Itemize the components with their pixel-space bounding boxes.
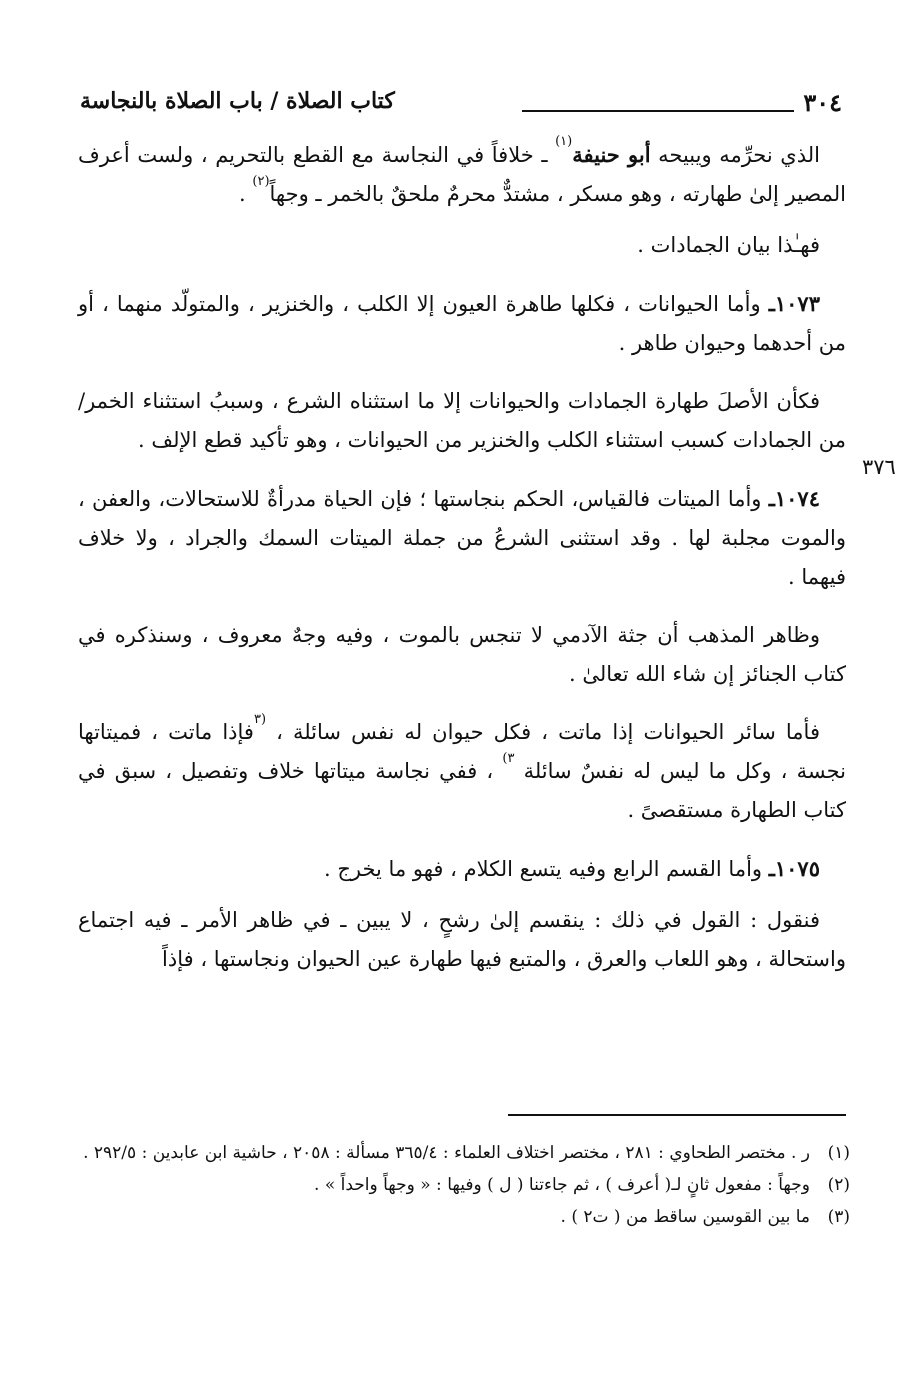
text-run: ، ففي نجاسة ميتاتها خلاف وتفصيل ، سبق في كتاب الطهارة مستقصىً . [78, 759, 846, 822]
text-run: وأما القسم الرابع وفيه يتسع الكلام ، فهو ما يخرج . [323, 857, 769, 881]
footnote-text: وجهاً : مفعول ثانٍ لـ( أعرف ) ، ثم جاءتنا ( ل ) وفيها : « وجهاً واحداً » . [314, 1175, 810, 1195]
footnote-text: ر . مختصر الطحاوي : ٢٨١ ، مختصر اختلاف العلماء : ٣٦٥/٤ مسألة : ٢٠٥٨ ، حاشية ابن عابدين : ٢٩٢/٥ . [83, 1143, 810, 1163]
footnote-item [78, 1170, 850, 1200]
page-header [80, 88, 842, 124]
numbered-paragraph [78, 284, 846, 363]
section-number: ١٠٧٥ـ [768, 856, 820, 881]
section-number: ١٠٧٣ـ [768, 291, 820, 316]
name-bold: أبو حنيفة [572, 142, 651, 167]
margin-page-reference: ٣٧٦ [862, 455, 896, 479]
text-run: فإذا ماتت ، فميتاتها نجسة ، وكل ما ليس له نفسٌ سائلة [78, 720, 847, 783]
footnote-ref[interactable]: ٣) [502, 751, 515, 766]
footnote-item [78, 1138, 850, 1168]
main-text [78, 135, 846, 998]
footnote-ref[interactable]: (١) [555, 134, 573, 149]
numbered-paragraph [78, 479, 846, 597]
section-number: ١٠٧٤ـ [768, 486, 820, 511]
paragraph [78, 135, 846, 214]
text-run: . [239, 182, 253, 206]
paragraph: فنقول : القول في ذلك : ينقسم إلىٰ رشحٍ ، لا يبين ـ في ظاهر الأمر ـ فيه اجتماع واستحالة ، وهو اللعاب والعرق ، والمتبع فيها طهارة عين الحيوان ونجاستها ، فإذاً [78, 908, 846, 971]
header-rule [522, 110, 794, 112]
text-run: الذي نحرِّمه ويبيحه [650, 143, 821, 167]
footnote-mark: (٣) [827, 1207, 850, 1227]
paragraph: فهـٰذا بيان الجمادات . [637, 233, 820, 257]
footnote-text: ما بين القوسين ساقط من ( ت٢ ) . [560, 1207, 810, 1227]
text-run: وأما الميتات فالقياس، الحكم بنجاستها ؛ فإن الحياة مدرأةٌ للاستحالات، والعفن ، والموت مجلبة لها . وقد استثنى الشرعُ من جملة الميتات السمك والجراد ، ولا خلاف فيهما . [78, 487, 846, 589]
footnote-mark: (١) [827, 1143, 850, 1163]
footnote-separator [508, 1114, 846, 1116]
footnote-ref[interactable]: (٢) [252, 174, 270, 189]
footnote-mark: (٢) [827, 1175, 850, 1195]
text-run: ـ خلافاً في النجاسة مع القطع بالتحريم ، ولست أعرف المصير إلىٰ طهارته ، وهو مسكر ، مشتدٌّ محرمٌ ملحقٌ بالخمر ـ وجهاً [78, 143, 846, 206]
numbered-paragraph [78, 849, 846, 889]
page-number: ٣٠٤ [803, 88, 842, 117]
footnotes [78, 1138, 850, 1234]
paragraph [78, 713, 846, 830]
text-run: وأما الحيوانات ، فكلها طاهرة العيون إلا الكلب ، والخنزير ، والمتولّد منهما ، أو من أحدهما وحيوان طاهر . [78, 292, 846, 355]
footnote-item [78, 1202, 850, 1232]
paragraph: وظاهر المذهب أن جثة الآدمي لا تنجس بالموت ، وفيه وجهٌ معروف ، وسنذكره في كتاب الجنائز إن شاء الله تعالىٰ . [78, 623, 846, 686]
paragraph: فكأن الأصلَ طهارة الجمادات والحيوانات إلا ما استثناه الشرع ، وسببُ استثناء الخمر/ من الجمادات كسبب استثناء الكلب والخنزير من الحيوانات ، وهو تأكيد قطع الإلف . [78, 389, 846, 452]
text-run: فأما سائر الحيوانات إذا ماتت ، فكل حيوان له نفس سائلة ، [266, 720, 820, 744]
footnote-ref[interactable]: (٣ [253, 712, 267, 727]
running-title: كتاب الصلاة / باب الصلاة بالنجاسة [80, 88, 395, 114]
